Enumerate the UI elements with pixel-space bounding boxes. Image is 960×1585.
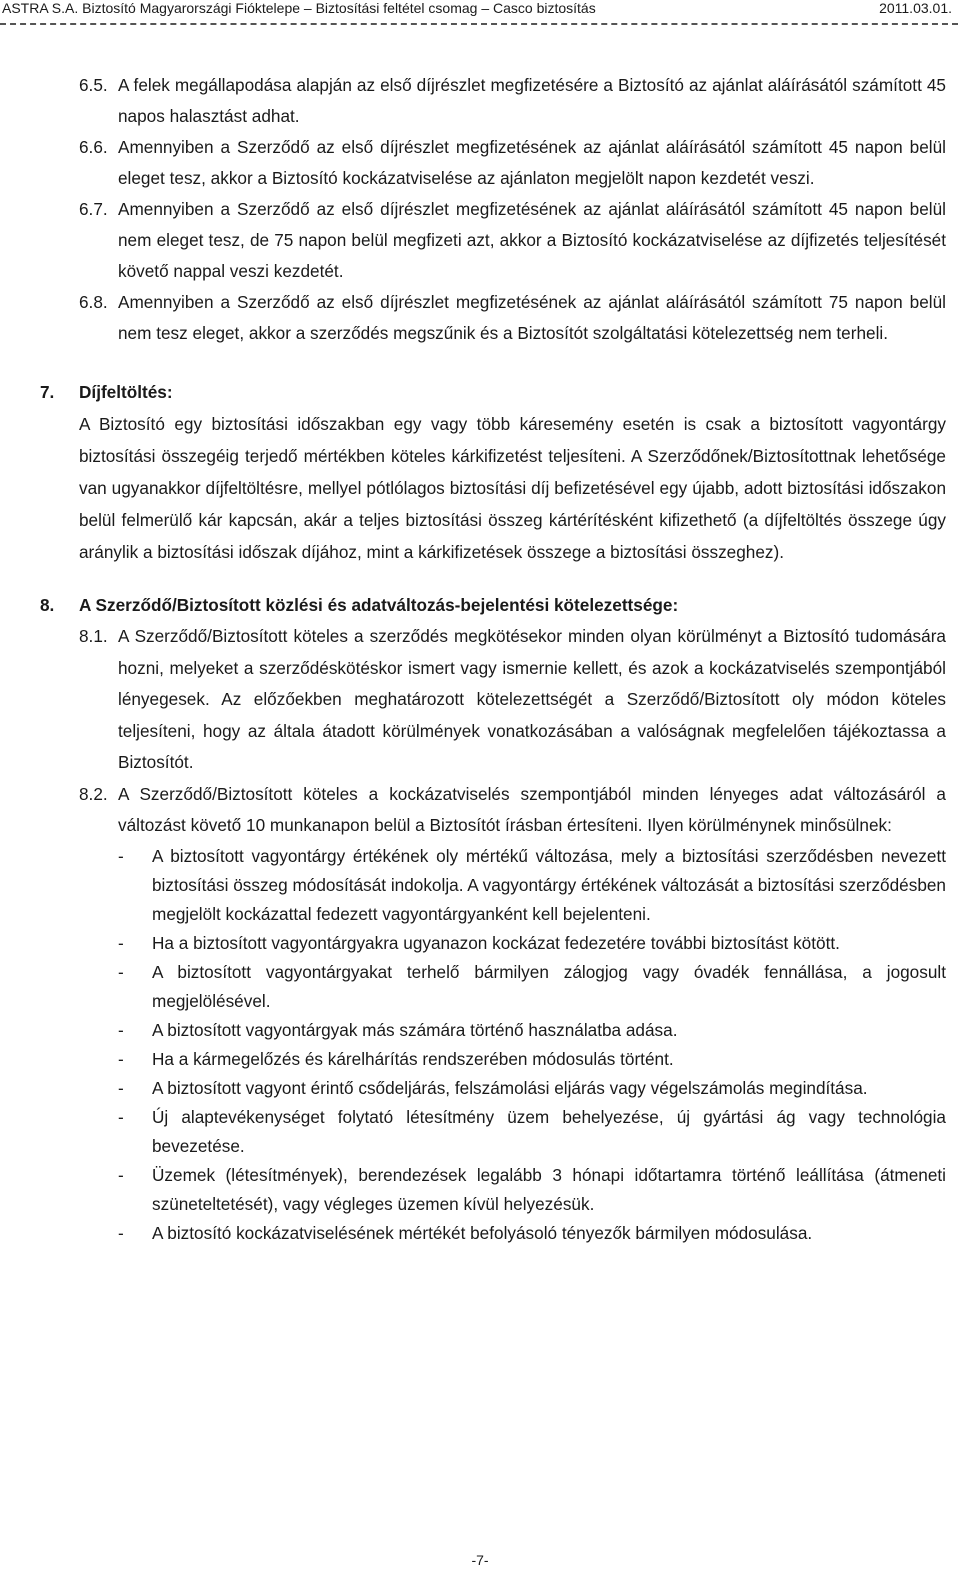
list-dash: -	[118, 961, 124, 982]
page-header	[0, 0, 958, 22]
header-divider	[0, 23, 958, 25]
header-title: ASTRA S.A. Biztosító Magyarországi Fióktelepe – Biztosítási feltétel csomag – Casco biztosítás	[2, 0, 596, 16]
section-7-paragraph: A Biztosító egy biztosítási időszakban egy vagy több káresemény esetén is csak a biztosított vagyontárgy biztosítási összegéig terjedő mértékben köteles kárkifizetést teljesíteni. A Szerződőnek/Biztosítottnak lehetősége van ugyanakkor díjfeltöltésre, mellyel pótlólagos biztosítási díj befizetésével egy újabb, adott biztosítási időszakon belül felmerülő kár kapcsán, akár a teljes biztosítási összeg kártérítésként kifizethető (a díjfeltöltés összege úgy aránylik a biztosítási időszak díjához, mint a kárkifizetések összege a biztosítási összeghez).	[79, 414, 946, 562]
list-dash: -	[118, 1164, 124, 1185]
clause-6-8	[0, 287, 960, 349]
change-list	[0, 842, 960, 1248]
list-item-text: Új alaptevékenységet folytató létesítmény üzem behelyezése, új gyártási ág vagy technológia bevezetése.	[152, 1106, 946, 1156]
list-item	[0, 929, 960, 958]
header-date: 2011.03.01.	[879, 0, 952, 16]
section-title: Díjfeltöltés:	[79, 382, 173, 402]
clause-6-7	[0, 194, 960, 287]
section-8-heading	[0, 590, 960, 621]
list-dash: -	[118, 932, 124, 953]
section-number: 8.	[40, 595, 55, 615]
clause-text: Amennyiben a Szerződő az első díjrészlet megfizetésének az ajánlat aláírásától számított 45 napon belül nem eleget tesz, de 75 napon belül megfizeti azt, akkor a Biztosító kockázatviselése az díjfizetés teljesítését követő nappal veszi kezdetét.	[118, 199, 946, 281]
clause-text: Amennyiben a Szerződő az első díjrészlet megfizetésének az ajánlat aláírásától számított 75 napon belül nem tesz eleget, akkor a szerződés megszűnik és a Biztosítót szolgáltatási kötelezettség nem terheli.	[118, 292, 946, 343]
page-number: -7-	[471, 1552, 489, 1568]
clause-text: A felek megállapodása alapján az első díjrészlet megfizetésére a Biztosító az ajánlat aláírásától számított 45 napos halasztást adhat.	[118, 75, 946, 126]
list-dash: -	[118, 1048, 124, 1069]
list-item	[0, 1103, 960, 1161]
list-item-text: A biztosított vagyontárgyak más számára történő használatba adása.	[152, 1019, 678, 1040]
list-item-text: Ha a biztosított vagyontárgyakra ugyanazon kockázat fedezetére további biztosítást kötött.	[152, 932, 840, 953]
list-item-text: A biztosított vagyontárgy értékének oly mértékű változása, mely a biztosítási szerződésben nevezett biztosítási összeg módosítását indokolja. A vagyontárgy értékének változását a biztosítási szerződésben megjelölt kockázattal fedezett vagyontárgyanként kell bejelenteni.	[152, 845, 946, 924]
clause-text: A Szerződő/Biztosított köteles a kockázatviselés szempontjából minden lényeges adat változásáról a változást követő 10 munkanapon belül a Biztosítót írásban értesíteni. Ilyen körülménynek minősülnek:	[118, 783, 946, 835]
list-item	[0, 1219, 960, 1248]
clause-number: 6.5.	[79, 75, 108, 95]
list-item-text: A biztosított vagyontárgyakat terhelő bármilyen zálogjog vagy óvadék fennállása, a jogosult megjelölésével.	[152, 961, 946, 1011]
document-body	[0, 70, 960, 1248]
list-dash: -	[118, 845, 124, 866]
list-item	[0, 958, 960, 1016]
clause-6-6	[0, 132, 960, 194]
list-item-text: A biztosított vagyont érintő csődeljárás, felszámolási eljárás vagy végelszámolás megindítása.	[152, 1077, 868, 1098]
list-dash: -	[118, 1106, 124, 1127]
clause-number: 6.8.	[79, 292, 108, 312]
list-item-text: Ha a kármegelőzés és kárelhárítás rendszerében módosulás történt.	[152, 1048, 674, 1069]
clause-number: 6.7.	[79, 199, 108, 219]
list-dash: -	[118, 1222, 124, 1243]
clause-6-5	[0, 70, 960, 132]
list-item-text: Üzemek (létesítmények), berendezések legalább 3 hónapi időtartamra történő leállítása (átmeneti szüneteltetését), vagy végleges üzemen kívül helyezésük.	[152, 1164, 946, 1214]
list-item-text: A biztosító kockázatviselésének mértékét befolyásoló tényezők bármilyen módosulása.	[152, 1222, 813, 1243]
clause-text: Amennyiben a Szerződő az első díjrészlet megfizetésének az ajánlat aláírásától számított 45 napon belül eleget tesz, akkor a Biztosító kockázatviselése az ajánlaton megjelölt napon kezdetét veszi.	[118, 137, 946, 188]
section-title: A Szerződő/Biztosított közlési és adatváltozás-bejelentési kötelezettsége:	[79, 595, 679, 615]
list-item	[0, 1074, 960, 1103]
list-item	[0, 1045, 960, 1074]
clause-number: 8.2.	[79, 783, 108, 804]
clause-number: 6.6.	[79, 137, 108, 157]
section-7-heading	[0, 377, 960, 408]
list-item	[0, 1161, 960, 1219]
list-dash: -	[118, 1077, 124, 1098]
list-dash: -	[118, 1019, 124, 1040]
list-item	[0, 842, 960, 929]
clause-text: A Szerződő/Biztosított köteles a szerződés megkötésekor minden olyan körülményt a Biztosító tudomására hozni, melyeket a szerződéskötéskor ismert vagy ismernie kellett, és azok a kockázatviselés szempontjából lényegesek. Az előzőekben meghatározott kötelezettségét a Szerződő/Biztosított oly módon köteles teljesíteni, hogy az általa átadott körülmények vonatkozásában a valóságnak megfelelően tájékoztassa a Biztosítót.	[118, 626, 946, 772]
clause-8-1	[0, 621, 960, 779]
list-item	[0, 1016, 960, 1045]
clause-number: 8.1.	[79, 626, 108, 646]
clause-8-2	[0, 779, 960, 842]
section-number: 7.	[40, 382, 55, 402]
